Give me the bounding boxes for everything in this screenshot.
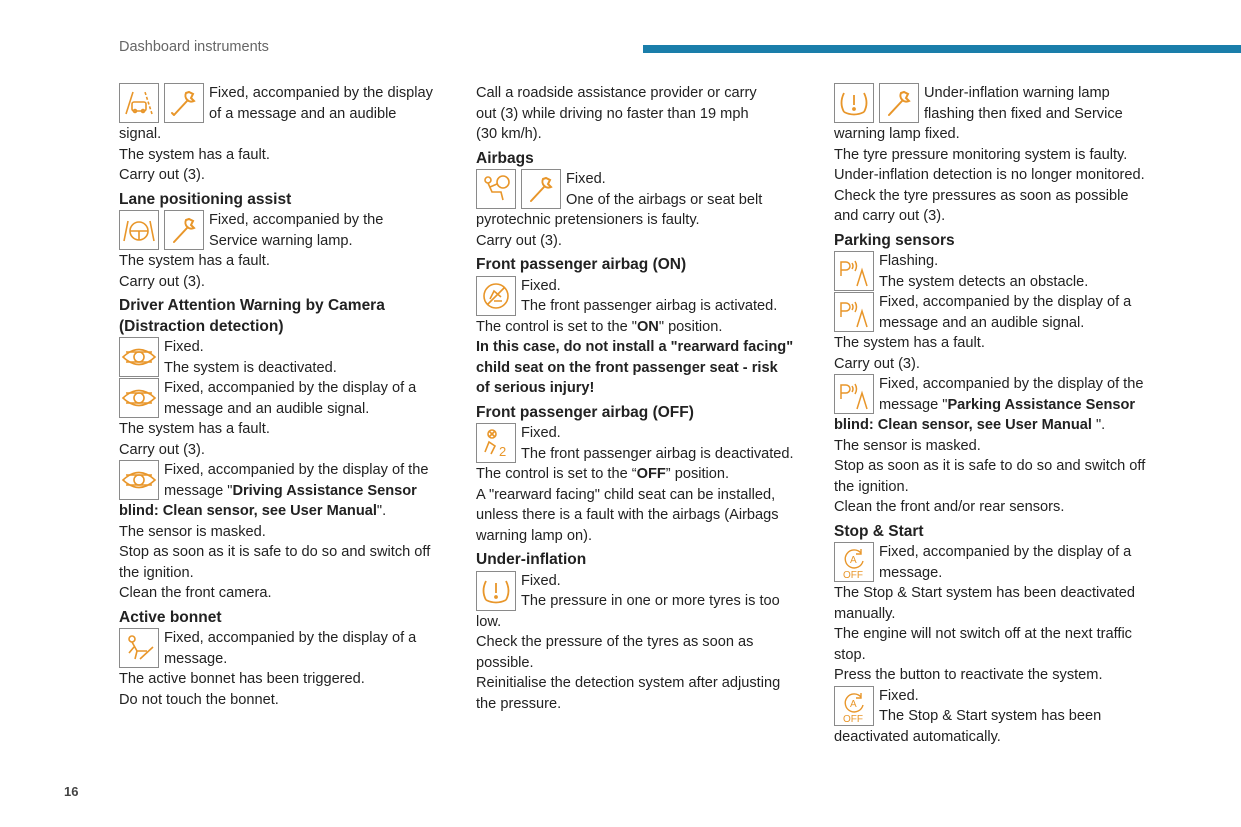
entry-lane-positioning (119, 210, 464, 292)
entry-text: Under-inflation warning lamp (924, 85, 1110, 101)
wrench-icon (164, 210, 204, 250)
entry-under-inflation (476, 571, 821, 715)
entry-text: Fixed. (521, 425, 561, 441)
entry-text: message and an audible signal. (164, 400, 370, 417)
entry-text: The control is set to the "ON" position. (476, 318, 723, 335)
svg-text:OFF: OFF (843, 570, 863, 581)
wrench-icon (521, 169, 561, 209)
entry-text: and carry out (3). (834, 208, 946, 224)
lane-departure-icon (119, 83, 159, 123)
entry-text: warning lamp on). (476, 527, 592, 544)
entry-text: out (3) while driving no faster than 19 mph (476, 105, 749, 122)
entry-text: message and an audible signal. (879, 314, 1085, 331)
entry-text: possible. (476, 654, 534, 671)
svg-text:OFF: OFF (843, 713, 863, 725)
warning-text: of serious injury! (476, 380, 595, 396)
entry-active-bonnet (119, 628, 464, 710)
entry-parking-masked (834, 374, 1169, 518)
entry-text: Fixed. (521, 277, 561, 294)
entry-parking-flashing (834, 251, 1169, 292)
entry-text: the ignition. (834, 478, 909, 495)
entry-text: the pressure. (476, 695, 562, 712)
parking-sensor-icon (834, 292, 874, 332)
heading-airbag-off: Front passenger airbag (OFF) (476, 403, 694, 421)
entry-text: The tyre pressure monitoring system is faulty. (834, 146, 1128, 163)
tyre-pressure-icon (834, 83, 874, 123)
entry-text: The system has a fault. (119, 421, 270, 437)
entry-text: Carry out (3). (119, 441, 205, 458)
entry-text: Fixed, accompanied by the display (209, 85, 433, 101)
heading-active-bonnet: Active bonnet (119, 608, 222, 626)
entry-tyre-fault (834, 83, 1169, 227)
heading-airbag-on: Front passenger airbag (ON) (476, 256, 687, 273)
entry-text: Carry out (3). (119, 273, 205, 290)
warning-text: child seat on the front passenger seat - risk (476, 359, 778, 376)
column-1 (119, 83, 464, 710)
entry-text: The system detects an obstacle. (879, 273, 1089, 290)
entry-stop-start-auto (834, 686, 1169, 748)
entry-text: blind: Clean sensor, see User Manual ". (834, 417, 1106, 433)
entry-text: The Stop & Start system has been deactivated (834, 585, 1135, 601)
entry-text: signal. (119, 126, 162, 142)
svg-text:2: 2 (499, 444, 507, 459)
column-2 (476, 83, 821, 714)
heading-parking-sensors: Parking sensors (834, 231, 955, 249)
entry-text: message. (879, 564, 943, 581)
entry-text: the ignition. (119, 564, 194, 581)
entry-daw-deactivated (119, 337, 464, 378)
entry-text: The system has a fault. (119, 146, 270, 163)
entry-text: blind: Clean sensor, see User Manual". (119, 503, 387, 519)
entry-text: Fixed. (879, 687, 919, 704)
entry-text: message "Driving Assistance Sensor (164, 482, 417, 499)
entry-text: The active bonnet has been triggered. (119, 671, 365, 687)
heading-line: Driver Attention Warning by Camera (119, 297, 385, 314)
entry-text: Press the button to reactivate the system. (834, 667, 1103, 683)
entry-text: The system has a fault. (834, 335, 985, 351)
entry-text: Fixed, accompanied by the display of the (164, 462, 429, 478)
entry-text: unless there is a fault with the airbags (Airbags (476, 507, 779, 523)
entry-text: warning lamp fixed. (834, 126, 960, 142)
entry-text: Check the pressure of the tyres as soon as (476, 634, 754, 650)
entry-text: Fixed, accompanied by the display of a (879, 294, 1132, 310)
entry-text: low. (476, 613, 502, 630)
page-number: 16 (64, 784, 79, 799)
heading-under-inflation: Under-inflation (476, 551, 587, 568)
entry-airbags (476, 169, 821, 251)
wrench-icon (879, 83, 919, 123)
entry-text: Fixed, accompanied by the display of a (879, 544, 1132, 560)
entry-airbag-off (476, 423, 821, 546)
entry-text: message. (164, 650, 228, 667)
entry-text: The pressure in one or more tyres is too (521, 593, 780, 609)
entry-text: The Stop & Start system has been (879, 708, 1102, 724)
tyre-pressure-icon (476, 571, 516, 611)
entry-text: Clean the front camera. (119, 585, 272, 601)
svg-text:A: A (850, 698, 857, 710)
heading-airbags: Airbags (476, 149, 534, 167)
entry-text: Carry out (3). (834, 355, 920, 372)
section-header: Dashboard instruments (119, 39, 269, 55)
entry-lane-system (119, 83, 464, 186)
entry-text: Fixed. (164, 339, 204, 355)
svg-text:A: A (850, 555, 857, 566)
entry-text: The system has a fault. (119, 253, 270, 269)
entry-text: Carry out (3). (119, 167, 205, 183)
wrench-icon (164, 83, 204, 123)
entry-text: message "Parking Assistance Sensor (879, 396, 1136, 413)
entry-text: flashing then fixed and Service (924, 105, 1123, 122)
entry-text: deactivated automatically. (834, 728, 1001, 745)
entry-parking-fault (834, 292, 1169, 374)
passenger-airbag-off-icon (476, 423, 516, 463)
eye-camera-icon (119, 337, 159, 377)
entry-text: stop. (834, 646, 866, 663)
entry-text: The system is deactivated. (164, 359, 337, 376)
steering-wheel-icon (119, 210, 159, 250)
column-3 (834, 83, 1169, 747)
entry-text: Under-inflation detection is no longer monitored. (834, 167, 1145, 183)
entry-text: One of the airbags or seat belt (566, 191, 763, 208)
entry-text: Stop as soon as it is safe to do so and switch off (834, 458, 1146, 474)
passenger-airbag-on-icon (476, 276, 516, 316)
entry-text: The engine will not switch off at the next traffic (834, 626, 1132, 642)
eye-camera-icon (119, 378, 159, 418)
entry-daw-fault (119, 378, 464, 460)
warning-text: In this case, do not install a "rearward facing" (476, 339, 794, 355)
heading-stop-start: Stop & Start (834, 522, 924, 540)
entry-text: Do not touch the bonnet. (119, 691, 279, 708)
entry-text: Fixed, accompanied by the display of the (879, 376, 1144, 392)
parking-sensor-icon (834, 374, 874, 414)
heading-line: (Distraction detection) (119, 317, 284, 335)
entry-text: Fixed. (566, 171, 606, 187)
airbag-icon (476, 169, 516, 209)
pedestrian-bonnet-icon (119, 628, 159, 668)
entry-text: The front passenger airbag is deactivated. (521, 445, 794, 462)
heading-driver-attention (119, 296, 464, 337)
entry-airbag-on (476, 276, 821, 399)
entry-text: Fixed. (521, 572, 561, 589)
entry-text: Clean the front and/or rear sensors. (834, 499, 1065, 515)
entry-text: of a message and an audible (209, 105, 397, 122)
entry-text: Carry out (3). (476, 232, 562, 249)
eye-camera-icon (119, 460, 159, 500)
entry-text: Fixed, accompanied by the (209, 212, 384, 228)
entry-text: Call a roadside assistance provider or carry (476, 85, 757, 101)
entry-text: Check the tyre pressures as soon as possible (834, 187, 1129, 204)
stop-start-off-icon (834, 686, 874, 726)
heading-lane-positioning: Lane positioning assist (119, 190, 292, 208)
entry-daw-masked (119, 460, 464, 604)
entry-text: A "rearward facing" child seat can be installed, (476, 486, 776, 503)
entry-text: The front passenger airbag is activated. (521, 298, 778, 314)
entry-text: manually. (834, 605, 896, 622)
entry-stop-start-manual (834, 542, 1169, 686)
entry-text: Flashing. (879, 253, 939, 269)
entry-text: Service warning lamp. (209, 232, 353, 249)
parking-sensor-icon (834, 251, 874, 291)
accent-bar (643, 45, 1241, 53)
entry-text: Reinitialise the detection system after adjusting (476, 675, 781, 691)
entry-text: Fixed, accompanied by the display of a (164, 380, 417, 396)
entry-text: The sensor is masked. (119, 523, 266, 540)
entry-text: Fixed, accompanied by the display of a (164, 630, 417, 646)
entry-text: The sensor is masked. (834, 437, 981, 454)
entry-text: Stop as soon as it is safe to do so and switch off (119, 544, 431, 560)
entry-text: The control is set to the “OFF” position. (476, 466, 730, 482)
entry-text: (30 km/h). (476, 126, 542, 142)
entry-text: pyrotechnic pretensioners is faulty. (476, 212, 700, 228)
stop-start-off-icon (834, 542, 874, 582)
